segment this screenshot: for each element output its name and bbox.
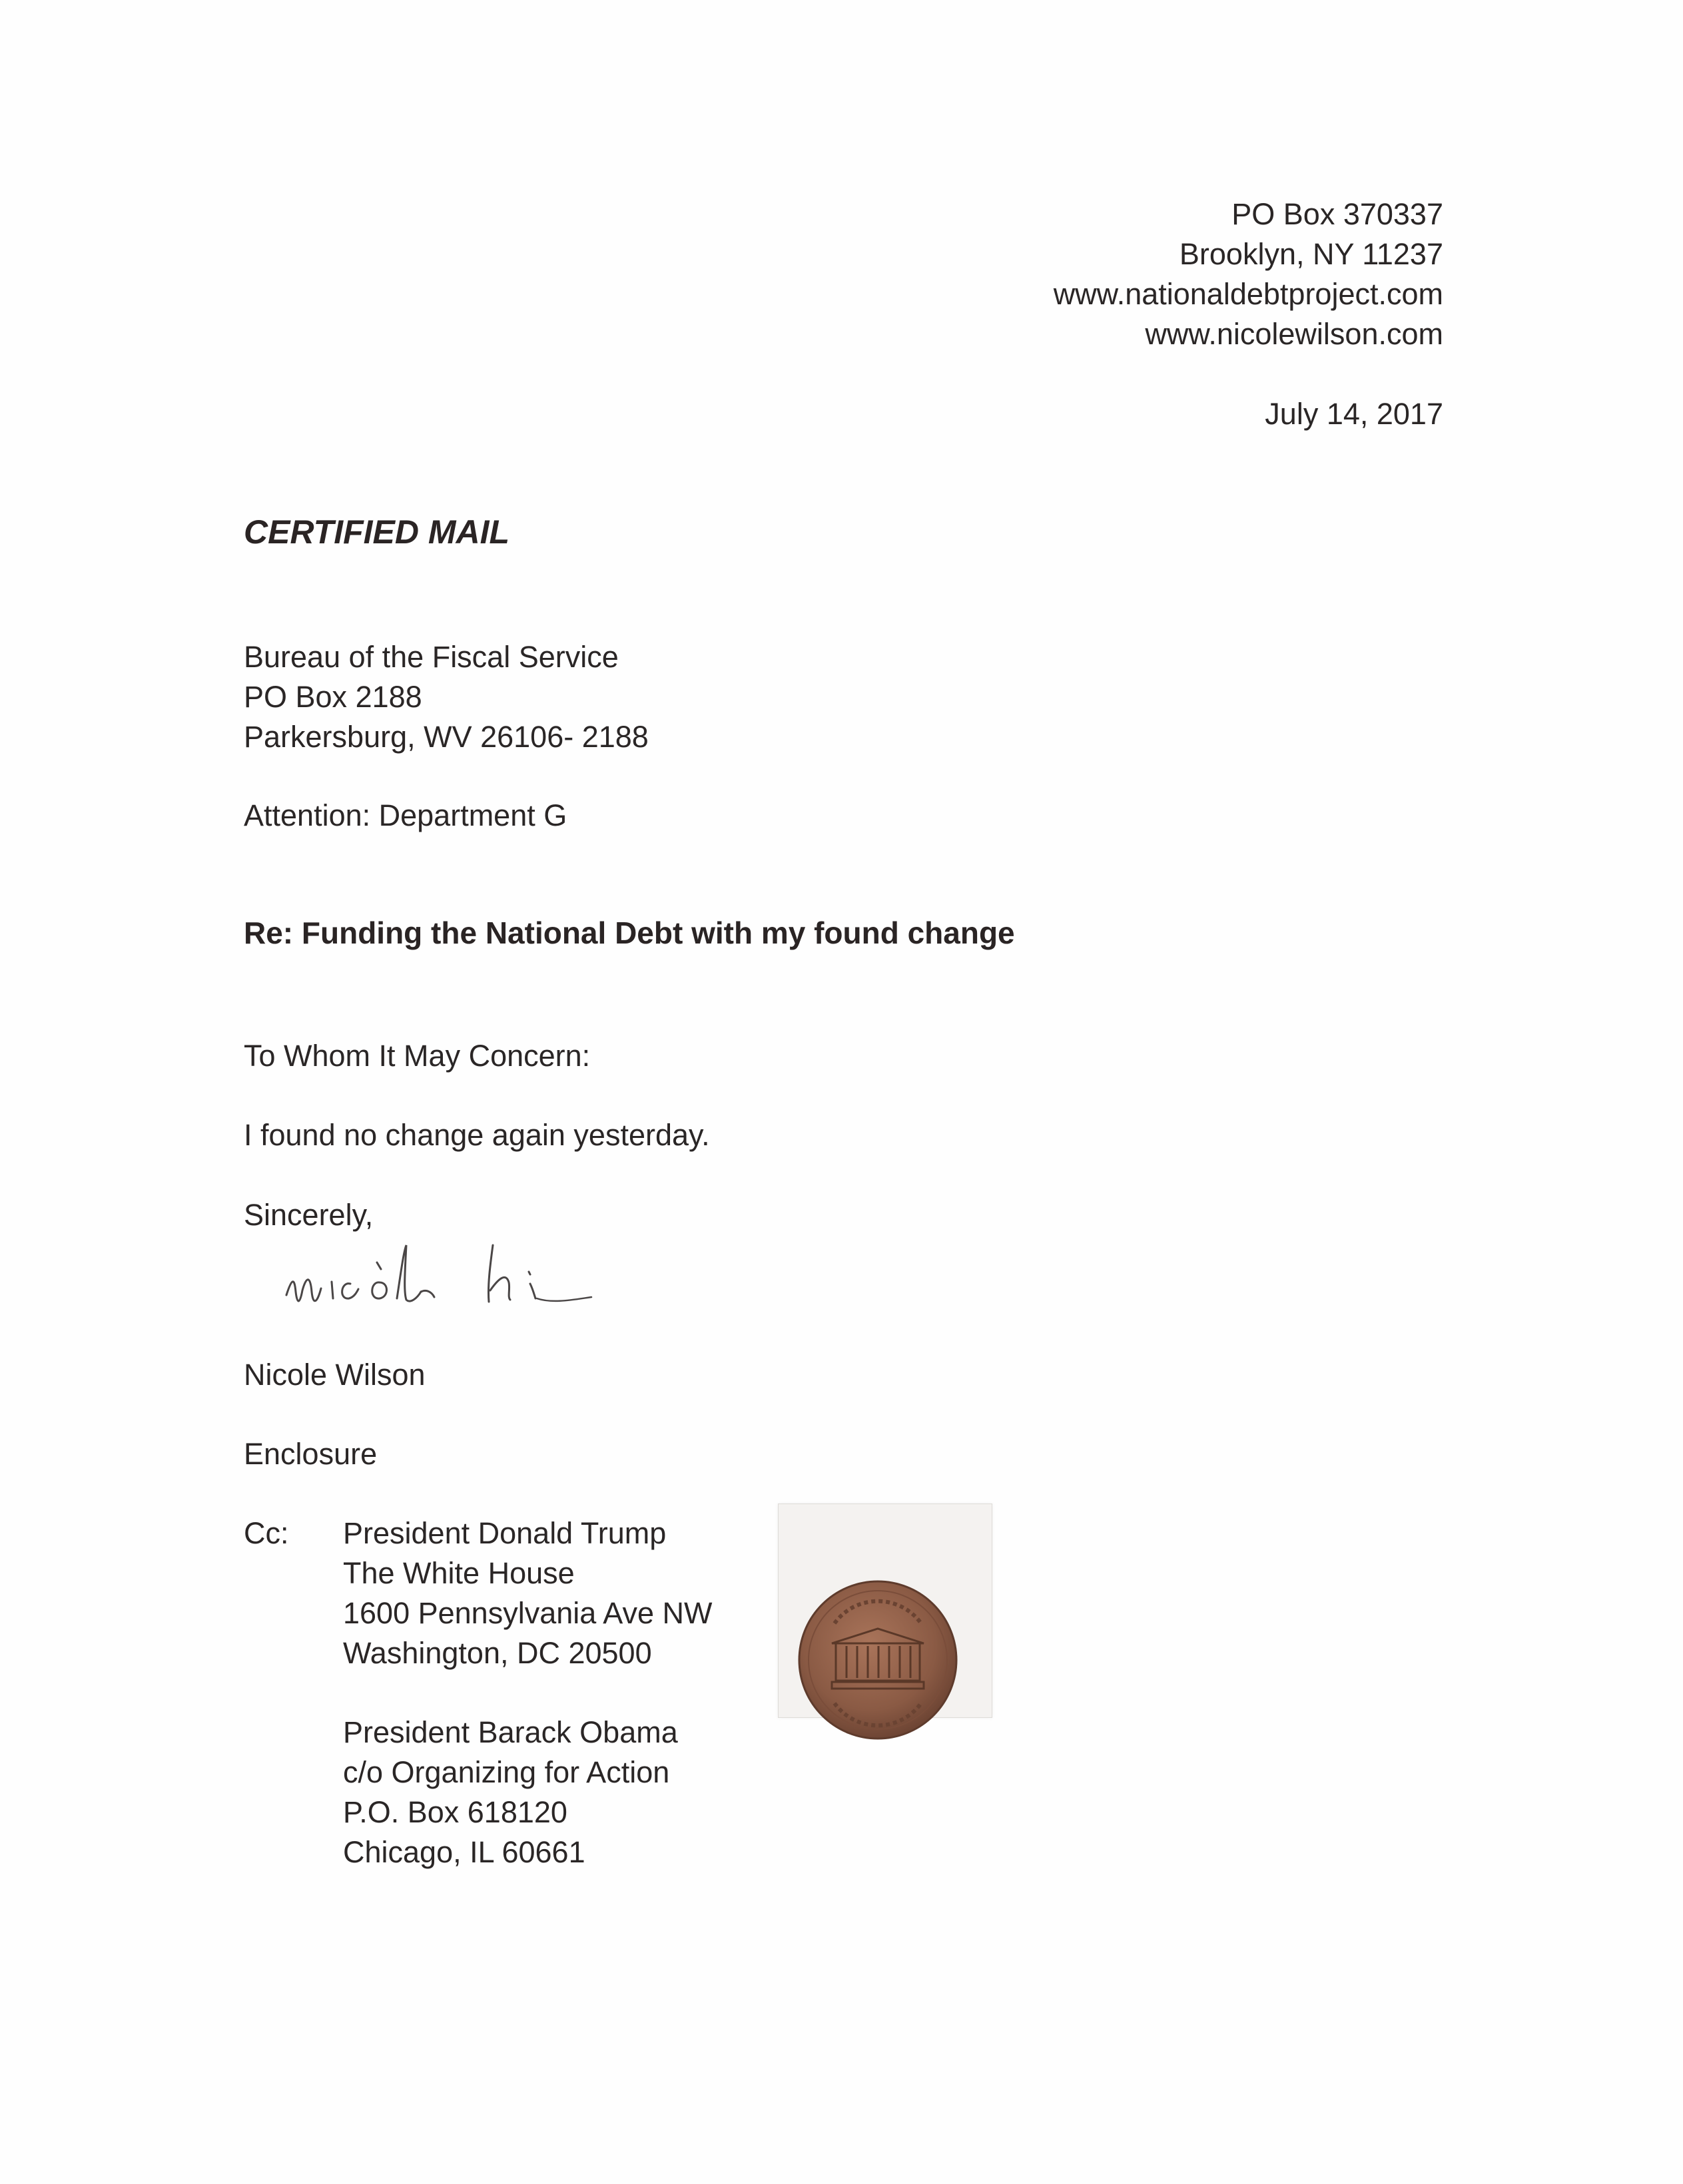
sender-address [1054, 194, 1443, 354]
cc-recipient-obama [343, 1713, 678, 1872]
certified-mail-heading: CERTIFIED MAIL [244, 513, 510, 551]
closing: Sincerely, [244, 1198, 374, 1232]
recipient-city: Parkersburg, WV 26106- 2188 [244, 720, 649, 754]
handwritten-signature [280, 1225, 719, 1332]
letter-body: I found no change again yesterday. [244, 1118, 710, 1152]
cc-line: President Donald Trump [343, 1516, 667, 1550]
cc-recipient-trump [343, 1513, 713, 1673]
salutation: To Whom It May Concern: [244, 1039, 591, 1073]
sender-website-1: www.nationaldebtproject.com [1053, 277, 1443, 311]
sender-website-2: www.nicolewilson.com [1145, 317, 1443, 351]
sender-city: Brooklyn, NY 11237 [1179, 237, 1443, 271]
cc-label: Cc: [244, 1516, 289, 1550]
cc-line: c/o Organizing for Action [343, 1755, 670, 1789]
cc-line: President Barack Obama [343, 1715, 678, 1749]
cc-line: P.O. Box 618120 [343, 1795, 567, 1829]
penny-icon [795, 1577, 961, 1743]
recipient-address [244, 637, 649, 757]
signer-name: Nicole Wilson [244, 1358, 426, 1392]
subject-line: Re: Funding the National Debt with my found change [244, 916, 1015, 950]
letter-date: July 14, 2017 [1265, 397, 1443, 431]
cc-line: The White House [343, 1556, 575, 1590]
cc-line: Chicago, IL 60661 [343, 1835, 585, 1869]
sender-po-box: PO Box 370337 [1231, 197, 1443, 231]
cc-line: 1600 Pennsylvania Ave NW [343, 1596, 713, 1630]
attention-line: Attention: Department G [244, 798, 567, 832]
recipient-name: Bureau of the Fiscal Service [244, 640, 619, 674]
recipient-po-box: PO Box 2188 [244, 680, 422, 714]
enclosure-line: Enclosure [244, 1437, 378, 1471]
cc-line: Washington, DC 20500 [343, 1636, 652, 1670]
